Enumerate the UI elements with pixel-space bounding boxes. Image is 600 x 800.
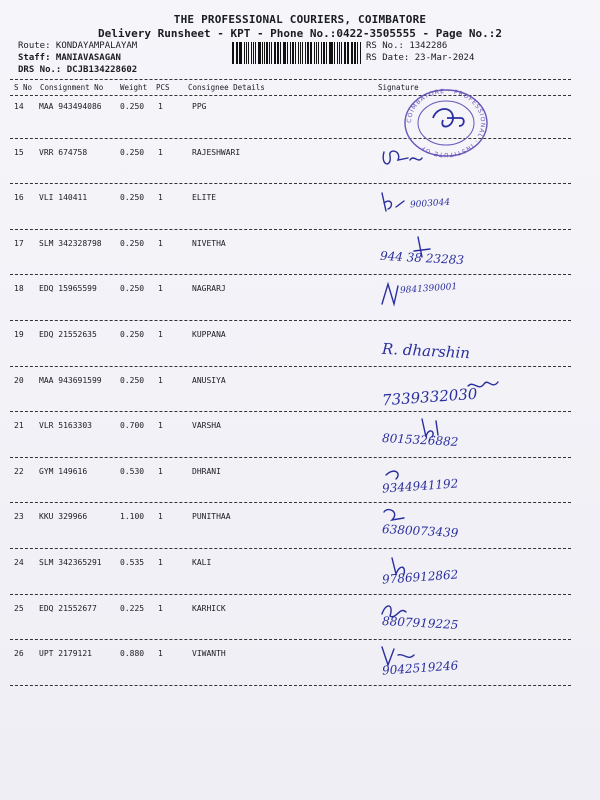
barcode-bar [354, 42, 356, 64]
barcode-bar [269, 42, 270, 64]
barcode-bar [246, 42, 248, 64]
stamp-text: COIMBATORE · PROFESSIONAL · INSTITUTE OF [405, 88, 487, 158]
row-consignee: KALI [192, 558, 212, 567]
row-consignment: MAA 943494086 [39, 102, 102, 111]
barcode-bar [236, 42, 237, 64]
delivery-stamp [403, 88, 489, 158]
barcode-bar [326, 42, 327, 64]
barcode-bar [347, 42, 348, 64]
barcode-bar [357, 42, 358, 64]
handwritten-note: 944 38 23283 [379, 248, 465, 267]
row-weight: 0.250 [120, 284, 145, 294]
row-sno: 25 [14, 603, 24, 613]
barcode-bar [271, 42, 272, 64]
row-weight: 0.250 [120, 102, 145, 111]
rs-date: RS Date: 23-Mar-2024 [366, 53, 475, 63]
row-consignment: GYM 149616 [39, 466, 88, 476]
row-pcs: 1 [158, 558, 163, 567]
barcode-bar [318, 42, 320, 64]
handwritten-note: 9786912862 [381, 567, 459, 587]
barcode-bar [232, 42, 234, 64]
row-sno: 18 [14, 284, 24, 294]
row-pcs: 1 [158, 375, 163, 385]
runsheet-subtitle: Delivery Runsheet - KPT - Phone No.:0422-3505555 - Page No.:2 [98, 27, 502, 40]
barcode-bar [334, 42, 335, 64]
barcode-bar [337, 42, 339, 64]
row-consignee: PUNITHAA [192, 512, 231, 522]
row-consignment: SLM 342328798 [39, 238, 102, 248]
row-sno: 26 [14, 649, 24, 659]
row-pcs: 1 [158, 649, 163, 659]
row-sno: 17 [14, 238, 24, 248]
barcode-bar [295, 42, 296, 64]
barcode-bar [292, 42, 294, 64]
barcode-bar [330, 42, 332, 64]
barcode-bar [339, 42, 340, 64]
barcode-bar [300, 42, 301, 64]
row-consignment: KKU 329966 [39, 512, 88, 522]
row-consignment: EDQ 21552635 [39, 330, 97, 339]
drs-number: DRS No.: DCJB134228602 [18, 65, 138, 75]
col-pcs: PCS [156, 83, 170, 92]
row-consignee: KUPPANA [192, 330, 226, 339]
handwritten-note: 9003044 [409, 197, 451, 211]
handwritten-note: 7339332030 [381, 384, 478, 409]
barcode-bar [277, 42, 279, 64]
barcode-bar [244, 42, 245, 64]
row-weight: 0.700 [120, 421, 145, 431]
staff-label: Staff: MANIAVASAGAN [18, 53, 121, 63]
signature-scribble [378, 189, 528, 229]
barcode-bar [298, 42, 300, 64]
row-pcs: 1 [158, 238, 163, 248]
barcode-bar [321, 42, 322, 64]
rs-number: RS No.: 1342286 [366, 41, 448, 51]
row-pcs: 1 [158, 147, 163, 157]
barcode-bar [284, 42, 286, 64]
barcode-bar [302, 42, 303, 64]
row-pcs: 1 [158, 284, 163, 294]
handwritten-note: 6380073439 [381, 522, 459, 541]
handwritten-note: 8807919225 [381, 613, 459, 632]
row-consignment: MAA 943691599 [39, 375, 102, 385]
row-divider [10, 366, 571, 367]
barcode-bar [287, 42, 288, 64]
row-sno: 21 [14, 421, 24, 431]
row-consignment: EDQ 15965599 [39, 284, 97, 294]
row-consignee: DHRANI [192, 466, 221, 476]
row-weight: 1.100 [120, 512, 145, 522]
row-consignment: VRR 674758 [39, 147, 88, 157]
barcode-bar [237, 42, 238, 64]
row-sno: 14 [14, 102, 24, 111]
row-pcs: 1 [158, 603, 163, 613]
row-weight: 0.880 [120, 649, 145, 659]
row-weight: 0.250 [120, 147, 145, 157]
barcode-bar [274, 42, 276, 64]
row-sno: 24 [14, 558, 24, 567]
barcode-bar [310, 42, 312, 64]
row-weight: 0.225 [120, 603, 145, 613]
row-consignee: ELITE [192, 193, 217, 203]
row-consignment: UPT 2179121 [39, 649, 92, 659]
barcode-bar [258, 42, 260, 64]
barcode-bar [305, 42, 306, 64]
barcode-bar [264, 42, 265, 64]
row-weight: 0.530 [120, 466, 145, 476]
row-pcs: 1 [158, 512, 163, 522]
row-consignee: KARHICK [192, 603, 226, 613]
row-pcs: 1 [158, 102, 163, 111]
row-consignee: NAGRARJ [192, 284, 226, 294]
row-weight: 0.535 [120, 558, 145, 567]
row-pcs: 1 [158, 330, 163, 339]
row-consignment: VLR 5163303 [39, 421, 92, 431]
barcode-bar [283, 42, 284, 64]
row-consignee: PPG [192, 102, 207, 111]
barcode-bar [341, 42, 342, 64]
col-sno: S No [14, 83, 33, 92]
row-weight: 0.250 [120, 238, 145, 248]
row-sno: 20 [14, 375, 24, 385]
barcode-bar [307, 42, 309, 64]
row-weight: 0.250 [120, 193, 145, 203]
barcode-bar [314, 42, 315, 64]
header-rule-top [10, 79, 571, 80]
barcode-bar [255, 42, 256, 64]
handwritten-note: R. dharshin [381, 339, 471, 363]
barcode-bar [262, 42, 263, 64]
barcode-bar [344, 42, 346, 64]
barcode-bar [360, 42, 361, 64]
barcode-bar [351, 42, 353, 64]
barcode-bar [280, 42, 281, 64]
row-weight: 0.250 [120, 375, 145, 385]
row-consignee: VARSHA [192, 421, 221, 431]
barcode-bar [348, 42, 349, 64]
barcode-bar [266, 42, 268, 64]
row-sno: 16 [14, 193, 24, 203]
row-sno: 22 [14, 466, 24, 476]
barcode-bar [248, 42, 249, 64]
row-consignee: ANUSIYA [192, 375, 226, 385]
row-pcs: 1 [158, 466, 163, 476]
row-pcs: 1 [158, 193, 163, 203]
barcode-bar [329, 42, 330, 64]
row-consignment: SLM 342365291 [39, 558, 102, 567]
col-consignee: Consignee Details [188, 83, 265, 92]
handwritten-note: 9344941192 [381, 476, 459, 496]
row-consignment: EDQ 21552677 [39, 603, 97, 613]
row-sno: 15 [14, 147, 24, 157]
row-consignment: VLI 140411 [39, 193, 88, 203]
row-consignee: VIWANTH [192, 649, 226, 659]
row-pcs: 1 [158, 421, 163, 431]
row-sno: 23 [14, 512, 24, 522]
barcode-bar [251, 42, 252, 64]
col-consignment: Consignment No [40, 83, 104, 92]
barcode-bar [239, 42, 241, 64]
handwritten-note: 8015326882 [381, 431, 459, 450]
col-signature: Signature [378, 83, 419, 92]
row-weight: 0.250 [120, 330, 145, 339]
barcode-bar [253, 42, 255, 64]
barcode [232, 42, 362, 64]
barcode-bar [323, 42, 325, 64]
row-sno: 19 [14, 330, 24, 339]
row-consignee: NIVETHA [192, 238, 226, 248]
col-weight: Weight [120, 83, 148, 92]
handwritten-note: 9841390001 [399, 282, 458, 297]
route-label: Route: KONDAYAMPALAYAM [18, 41, 138, 51]
barcode-bar [316, 42, 317, 64]
barcode-bar [290, 42, 291, 64]
company-title: THE PROFESSIONAL COURIERS, COIMBATORE [173, 13, 427, 26]
handwritten-note: 9042519246 [381, 658, 459, 678]
row-consignee: RAJESHWARI [192, 147, 241, 157]
